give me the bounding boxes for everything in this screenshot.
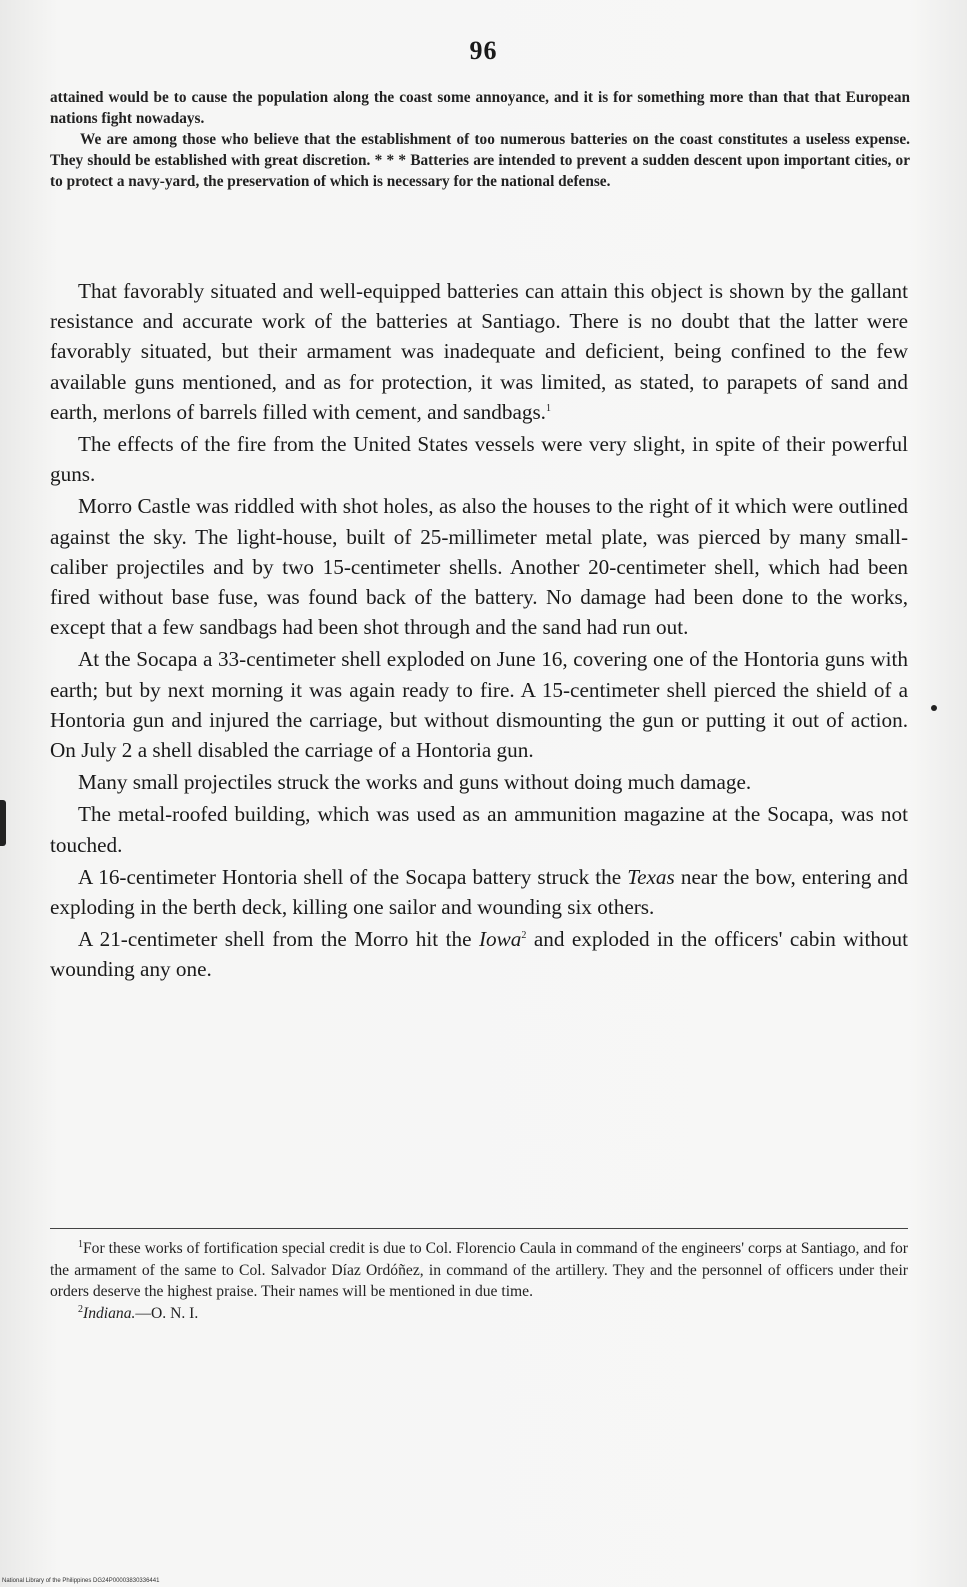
- footnote-mark: 1: [78, 1238, 83, 1250]
- footnote: [50, 1303, 908, 1325]
- quote-paragraph: We are among those who believe that the establishment of too numerous batteries on the coast constitutes a useless expense. They should be established with great discretion. * * * Batteries are intended to prevent a sudden descent upon important cities, or to protect a navy-yard, the preservation of which is necessary for the national defense.: [50, 131, 910, 190]
- footnote-mark: 2: [78, 1303, 83, 1315]
- paragraph-text: That favorably situated and well-equipped batteries can attain this object is shown by the gallant resistance and accurate work of the batteries at Santiago. There is no doubt that the latter were favorably situated, but their armament was inadequate and deficient, being confined to the few available guns mentioned, and as for protection, it was limited, as stated, to parapets of sand and earth, merlons of barrels filled with cement, and sandbags.: [50, 279, 908, 424]
- ink-speck: [931, 705, 937, 711]
- paragraph: The metal-roofed building, which was used as an ammunition magazine at the Socapa, was not touched.: [50, 802, 908, 857]
- footnote-text: For these works of fortification special credit is due to Col. Florencio Caula in command of the engineers' corps at Santiago, and for the armament of the same to Col. Salvador Díaz Ordóñez, in command of the artillery. They and the personnel of officers under their orders deserve the highest praise. Their names will be mentioned in due time.: [50, 1240, 908, 1300]
- footnote-divider: [50, 1228, 908, 1229]
- ship-name: Texas: [627, 864, 675, 889]
- paragraph-text: A 21-centimeter shell from the Morro hit the: [78, 927, 472, 952]
- quoted-passage: [50, 87, 910, 192]
- page-number: 96: [469, 36, 498, 65]
- paragraph-text: and exploded in the officers' cabin without wounding any one.: [50, 927, 908, 982]
- footnote-ref: 1: [545, 402, 551, 414]
- ship-name: Iowa: [478, 927, 522, 952]
- footnote-text: —O. N. I.: [135, 1304, 199, 1322]
- paragraph: [50, 924, 908, 984]
- paragraph: The effects of the fire from the United States vessels were very slight, in spite of their powerful guns.: [50, 432, 908, 487]
- body-text: [50, 276, 908, 987]
- paragraph: [50, 276, 908, 427]
- footnote-ship-name: Indiana.: [83, 1304, 136, 1322]
- paragraph-text: near the bow, entering and exploding in the berth deck, killing one sailor and wounding six others.: [50, 864, 908, 920]
- footnote: [50, 1238, 908, 1303]
- paragraph-text: A 16-centimeter Hontoria shell of the Socapa battery struck the: [78, 864, 622, 889]
- binding-shadow: [0, 800, 6, 846]
- paragraph: Many small projectiles struck the works and guns without doing much damage.: [78, 770, 752, 795]
- footnotes: [50, 1238, 908, 1324]
- footnote-ref: 2: [521, 930, 527, 942]
- quote-paragraph: attained would be to cause the population along the coast some annoyance, and it is for something more than that that European nations fight nowadays.: [50, 89, 910, 127]
- paragraph: Morro Castle was riddled with shot holes, as also the houses to the right of it which were outlined against the sky. The light-house, built of 25-millimeter metal plate, was pierced by many small-caliber projectiles and by two 15-centimeter shells. Another 20-centimeter shell, which had been fired without base fuse, was found back of the battery. No damage had been done to the works, except that a few sandbags had been shot through and the sand had run out.: [50, 494, 908, 640]
- paragraph: At the Socapa a 33-centimeter shell exploded on June 16, covering one of the Hontoria guns with earth; but by next morning it was again ready to fire. A 15-centimeter shell pierced the shield of a Hontoria gun and injured the carriage, but without dismounting the gun or putting it out of action. On July 2 a shell disabled the carriage of a Hontoria gun.: [50, 647, 908, 763]
- library-stamp: National Library of the Philippines DG24P00003830336441: [2, 1578, 160, 1584]
- paragraph: [50, 862, 908, 922]
